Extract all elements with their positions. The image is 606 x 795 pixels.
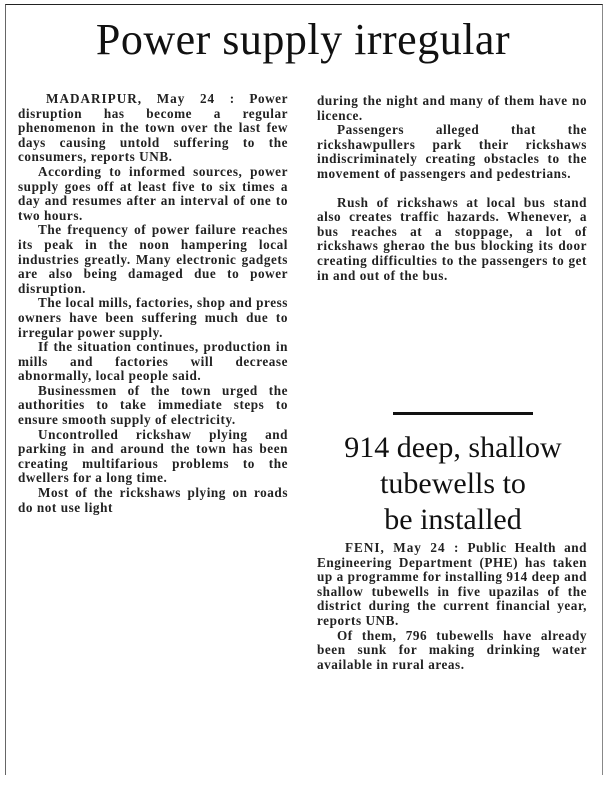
headline-line: 914 deep, shallow: [344, 431, 562, 464]
article-paragraph: FENI, May 24 : Public Health and Engineering Department (PHE) has taken up a programme for installing 914 deep and shallow tubewells in five upazilas of the district during the current financial year, reports UNB.: [317, 540, 587, 628]
headline-line: tubewells to: [380, 467, 526, 500]
article-paragraph: Uncontrolled rickshaw plying and parking in and around the town has been creating multifarious problems to the dwellers for a long time.: [18, 426, 288, 486]
article-paragraph: Rush of rickshaws at local bus stand also creates traffic hazards. Whenever, a bus reaches at a stoppage, a lot of rickshaws gherao the bus blocking its door creating difficulties to the passengers to get in and out of the bus.: [317, 194, 587, 283]
article-headline: Power supply irregular: [95, 15, 511, 64]
article-paragraph: The local mills, factories, shop and press owners have been suffering much due to irregular power supply.: [18, 295, 288, 340]
article-paragraph: According to informed sources, power supply goes off at least five to six times a day and resumes after an interval of one to two hours.: [18, 163, 288, 223]
article-column-right: [317, 94, 587, 283]
article-paragraph: Most of the rickshaws plying on roads do not use light: [18, 485, 288, 515]
article-paragraph: The frequency of power failure reaches its peak in the noon hampering local industries greatly. Many electronic gadgets are also being damaged due to power disruption.: [18, 222, 288, 296]
second-article-headline: [308, 430, 598, 538]
article-paragraph: If the situation continues, production in mills and factories will decrease abnormally, local people said.: [18, 339, 288, 384]
section-divider: [393, 412, 533, 415]
article-paragraph: during the night and many of them have no licence.: [317, 93, 587, 123]
article-paragraph: Of them, 796 tubewells have already been sunk for making drinking water available in rural areas.: [317, 627, 587, 672]
headline-line: be installed: [384, 503, 522, 536]
article-column-left: [18, 92, 288, 515]
dateline: FENI, May 24 :: [345, 540, 460, 555]
dateline: MADARIPUR, May 24 :: [46, 91, 236, 106]
article-paragraph: Businessmen of the town urged the authorities to take immediate steps to ensure smooth supply of electricity.: [18, 382, 288, 428]
second-article-body: [317, 541, 587, 672]
article-paragraph: MADARIPUR, May 24 : Power disruption has become a regular phenomenon in the town over the last few days causing untold suffering to the consumers, reports UNB.: [18, 91, 288, 165]
article-paragraph: Passengers alleged that the rickshawpullers park their rickshaws indiscriminately creating obstacles to the movement of passengers and pedestrians.: [317, 122, 587, 181]
